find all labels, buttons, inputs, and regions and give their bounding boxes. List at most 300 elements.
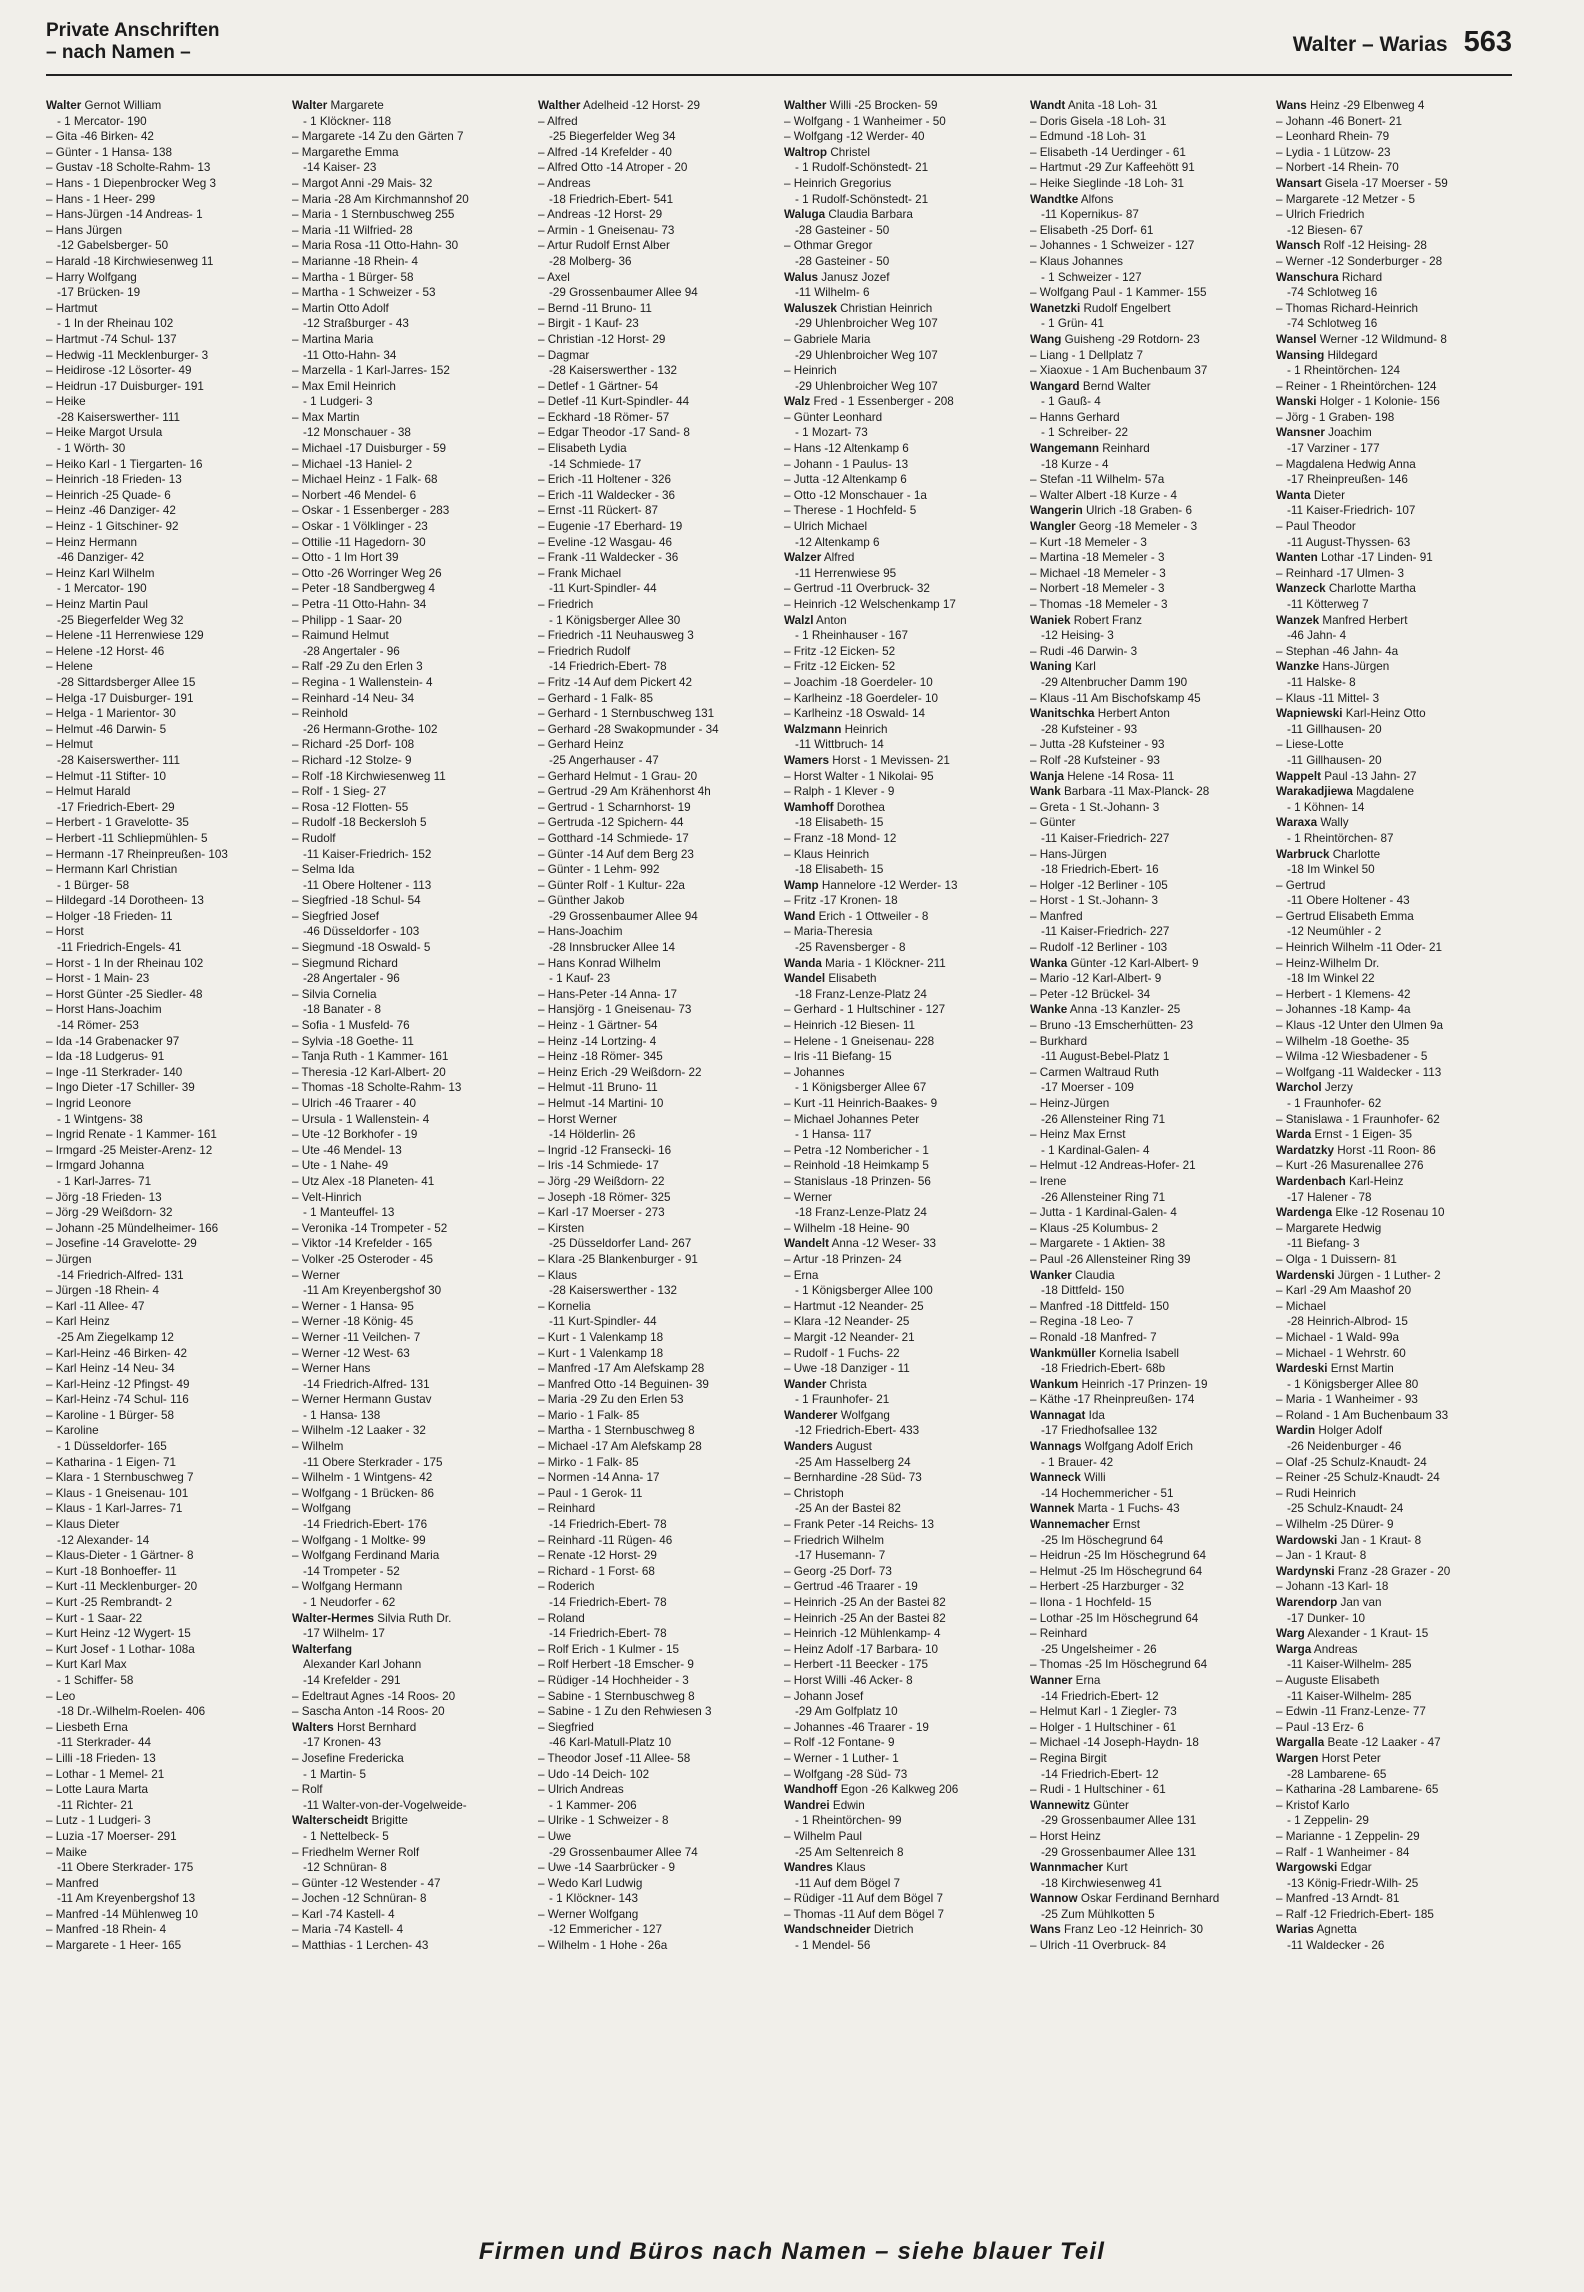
listing-entry — [46, 1096, 282, 1112]
listing-entry — [292, 332, 528, 348]
entry-text: – Ida -18 Ludgerus- 91 — [46, 1050, 165, 1064]
listing-entry — [538, 784, 774, 800]
listing-entry — [1030, 160, 1266, 176]
entry-text: – Oskar - 1 Völklinger - 23 — [292, 520, 428, 534]
entry-text: -11 Gillhausen- 20 — [1287, 722, 1382, 736]
surname: Wansch — [1276, 239, 1321, 253]
entry-text: -29 Uhlenbroicher Weg 107 — [795, 317, 938, 331]
listing-entry — [538, 644, 774, 660]
listing-entry — [46, 98, 282, 114]
entry-text: – Kurt -11 Heinrich-Baakes- 9 — [784, 1097, 938, 1110]
listing-entry — [1030, 1876, 1266, 1892]
listing-entry — [46, 1221, 282, 1237]
listing-entry — [538, 1049, 774, 1065]
listing-entry — [1030, 1143, 1266, 1159]
entry-text: -12 Monschauer - 38 — [303, 426, 411, 440]
entry-text: -12 Gabelsberger- 50 — [57, 239, 169, 253]
listing-entry — [46, 254, 282, 270]
entry-text: – Irmgard -25 Meister-Arenz- 12 — [46, 1143, 213, 1157]
entry-text: -25 Angerhauser - 47 — [549, 753, 659, 767]
listing-entry — [1030, 1049, 1266, 1065]
listing-entry — [1030, 581, 1266, 597]
listing-entry — [1030, 550, 1266, 566]
entry-text: – Thomas -25 Im Höschegrund 64 — [1030, 1658, 1208, 1672]
entry-text: – Irmgard Johanna — [46, 1159, 145, 1173]
listing-entry — [46, 145, 282, 161]
listing-entry — [46, 1065, 282, 1081]
entry-text: – Uwe -18 Danziger - 11 — [784, 1362, 910, 1376]
entry-text: – Otto -12 Monschauer - 1a — [784, 488, 927, 502]
entry-text: – Elisabeth -25 Dorf- 61 — [1030, 223, 1154, 237]
surname: Wandt — [1030, 99, 1066, 112]
entry-text: – Helmut -12 Andreas-Hofer- 21 — [1030, 1159, 1196, 1173]
listing-entry — [46, 363, 282, 379]
entry-text: – Karl Heinz -14 Neu- 34 — [46, 1362, 175, 1376]
entry-text: - 1 Neudorfer - 62 — [303, 1596, 396, 1609]
listing-entry — [1276, 285, 1512, 301]
listing-entry — [1030, 722, 1266, 738]
listing-entry — [784, 1002, 1020, 1018]
entry-text: -14 Friedrich-Alfred- 131 — [303, 1377, 430, 1391]
listing-entry — [538, 753, 774, 769]
entry-text: -11 Wilhelm- 6 — [795, 286, 870, 300]
listing-entry — [46, 815, 282, 831]
entry-text: – Rolf -12 Fontane- 9 — [784, 1736, 895, 1750]
entry-text: – Johann -25 Mündelheimer- 166 — [46, 1221, 219, 1235]
listing-entry — [538, 270, 774, 286]
listing-entry — [292, 519, 528, 535]
entry-text: Brigitte — [368, 1814, 408, 1828]
entry-text: -17 Dunker- 10 — [1287, 1611, 1365, 1625]
entry-text: – Marzella - 1 Karl-Jarres- 152 — [292, 364, 450, 378]
listing-entry — [1276, 1221, 1512, 1237]
listing-entry — [784, 316, 1020, 332]
surname: Waluga — [784, 208, 826, 222]
entry-text: – Reiner - 1 Rheintörchen- 124 — [1276, 379, 1437, 393]
listing-entry — [292, 379, 528, 395]
entry-text: Ida — [1085, 1408, 1105, 1422]
entry-text: – Horst Werner — [538, 1112, 618, 1126]
entry-text: -29 Uhlenbroicher Weg 107 — [795, 379, 938, 393]
listing-entry — [784, 1049, 1020, 1065]
entry-text: – Wilhelm -25 Dürer- 9 — [1276, 1518, 1394, 1532]
surname: Wandschneider — [784, 1923, 871, 1937]
entry-text: – Heinz Karl Wilhelm — [46, 566, 155, 580]
entry-text: -14 Friedrich-Ebert- 78 — [549, 1596, 667, 1609]
entry-text: – Liesbeth Erna — [46, 1720, 128, 1734]
listing-entry — [292, 644, 528, 660]
entry-text: – Hans-Peter -14 Anna- 17 — [538, 987, 678, 1001]
entry-text: – Martina Maria — [292, 332, 374, 346]
entry-text: – Regina -18 Leo- 7 — [1030, 1315, 1134, 1329]
entry-text: – Iris -14 Schmiede- 17 — [538, 1159, 659, 1173]
entry-text: - 1 Rheinhauser - 167 — [795, 629, 909, 643]
entry-text: – Helmut -11 Bruno- 11 — [538, 1081, 658, 1095]
listing-entry — [1276, 1876, 1512, 1892]
surname: Wanschura — [1276, 270, 1339, 284]
listing-entry — [292, 192, 528, 208]
listing-entry — [538, 800, 774, 816]
entry-text: -28 Angertaler - 96 — [303, 644, 400, 658]
entry-text: – Maria-Theresia — [784, 925, 873, 939]
listing-entry — [292, 1158, 528, 1174]
listing-entry — [1030, 223, 1266, 239]
listing-entry — [1030, 956, 1266, 972]
listing-entry — [1030, 192, 1266, 208]
listing-entry — [784, 1455, 1020, 1471]
entry-text: – Sylvia -18 Goethe- 11 — [292, 1034, 414, 1048]
listing-entry — [292, 1720, 528, 1736]
entry-text: -11 Friedrich-Engels- 41 — [57, 941, 182, 955]
entry-text: - 1 Düsseldorfer- 165 — [57, 1440, 167, 1454]
listing-entry — [538, 98, 774, 114]
entry-text: Kurt — [1102, 1861, 1128, 1875]
listing-entry — [1030, 1751, 1266, 1767]
listing-entry — [1030, 1673, 1266, 1689]
entry-text: – Werner -18 König- 45 — [292, 1315, 414, 1329]
listing-entry — [292, 1283, 528, 1299]
entry-text: – Kristof Karlo — [1276, 1798, 1350, 1812]
listing-entry — [784, 441, 1020, 457]
listing-entry — [292, 1907, 528, 1923]
listing-entry — [1030, 815, 1266, 831]
listing-entry — [1276, 847, 1512, 863]
entry-text: – Harry Wolfgang — [46, 270, 137, 284]
listing-entry — [538, 878, 774, 894]
listing-entry — [784, 737, 1020, 753]
entry-text: – Horst - 1 Main- 23 — [46, 972, 150, 986]
listing-entry — [292, 1595, 528, 1611]
listing-entry — [784, 831, 1020, 847]
entry-text: – Gertrud -29 Am Krähenhorst 4h — [538, 785, 711, 799]
listing-entry — [46, 1876, 282, 1892]
listing-entry — [1030, 1236, 1266, 1252]
listing-entry — [1030, 254, 1266, 270]
entry-text: -26 Allensteiner Ring 71 — [1041, 1112, 1166, 1126]
entry-text: – Matthias - 1 Lerchen- 43 — [292, 1939, 429, 1953]
listing-entry — [784, 1829, 1020, 1845]
listing-entry — [46, 706, 282, 722]
entry-text: – Maria Rosa -11 Otto-Hahn- 30 — [292, 239, 459, 253]
listing-entry — [1030, 1174, 1266, 1190]
listing-entry — [538, 1158, 774, 1174]
listing-entry — [538, 316, 774, 332]
entry-text: – Horst — [46, 925, 84, 939]
entry-text: -18 Elisabeth- 15 — [795, 816, 884, 830]
entry-text: – Klaus Heinrich — [784, 847, 870, 861]
entry-text: – Klaus -11 Mittel- 3 — [1276, 691, 1380, 705]
listing-entry — [46, 472, 282, 488]
listing-entry — [292, 1112, 528, 1128]
listing-entry — [292, 1314, 528, 1330]
listing-entry — [1030, 207, 1266, 223]
surname: Waraxa — [1276, 816, 1318, 830]
entry-text: – Michael Heinz - 1 Falk- 68 — [292, 473, 438, 487]
entry-text: Elisabeth — [825, 972, 877, 986]
entry-text: – Werner Wolfgang — [538, 1907, 639, 1921]
listing-entry — [46, 1829, 282, 1845]
listing-entry — [538, 971, 774, 987]
listing-entry — [538, 1096, 774, 1112]
listing-entry — [538, 862, 774, 878]
entry-text: -18 Elisabeth- 15 — [795, 863, 884, 877]
surname: Wannags — [1030, 1440, 1082, 1454]
entry-text: Maria - 1 Klöckner- 211 — [821, 956, 946, 970]
entry-text: -29 Grossenbaumer Allee 94 — [549, 909, 698, 923]
entry-text: – Siegmund -18 Oswald- 5 — [292, 941, 431, 955]
entry-text: -11 Kaiser-Friedrich- 107 — [1287, 504, 1416, 518]
listing-entry — [784, 1408, 1020, 1424]
entry-text: – Ottilie -11 Hagedorn- 30 — [292, 535, 426, 549]
entry-text: – Klara -12 Neander- 25 — [784, 1315, 910, 1329]
entry-text: – Stefan -11 Wilhelm- 57a — [1030, 473, 1165, 487]
entry-text: – Heinrich — [784, 364, 837, 378]
entry-text: – Hedwig -11 Mecklenburger- 3 — [46, 348, 209, 362]
entry-text: – Norbert -14 Rhein- 70 — [1276, 161, 1399, 175]
section-title — [46, 20, 220, 64]
listing-entry — [1276, 722, 1512, 738]
listing-entry — [46, 1533, 282, 1549]
entry-text: – Klara -25 Blankenburger - 91 — [538, 1252, 698, 1266]
listing-entry — [538, 1595, 774, 1611]
entry-text: – Johann -13 Karl- 18 — [1276, 1580, 1389, 1594]
surname: Warendorp — [1276, 1596, 1338, 1609]
entry-text: – Wedo Karl Ludwig — [538, 1876, 643, 1890]
entry-text: – Karlheinz -18 Oswald- 14 — [784, 707, 925, 721]
entry-text: – Ralf -12 Friedrich-Ebert- 185 — [1276, 1907, 1434, 1921]
surname: Wardenbach — [1276, 1174, 1346, 1188]
listing-entry — [538, 1845, 774, 1861]
listing-entry — [1030, 1034, 1266, 1050]
entry-text: – Ute - 1 Nahe- 49 — [292, 1159, 389, 1173]
entry-text: – Otto - 1 Im Hort 39 — [292, 551, 399, 565]
entry-text: – Luzia -17 Moerser- 291 — [46, 1829, 177, 1843]
listing-entry — [538, 1252, 774, 1268]
listing-entry — [46, 1501, 282, 1517]
entry-text: – Kurt - 1 Saar- 22 — [46, 1611, 143, 1625]
listing-entry — [292, 535, 528, 551]
entry-text: – Mario - 1 Falk- 85 — [538, 1408, 640, 1422]
listing-entry — [1276, 207, 1512, 223]
entry-text: – Paul -13 Erz- 6 — [1276, 1720, 1364, 1734]
entry-text: – Rudolf - 1 Fuchs- 22 — [784, 1346, 900, 1360]
entry-text: -18 Im Winkel 50 — [1287, 863, 1375, 877]
entry-text: – Josefine Fredericka — [292, 1751, 404, 1765]
listing-entry — [292, 348, 528, 364]
listing-entry — [46, 1938, 282, 1954]
listing-entry — [538, 457, 774, 473]
listing-entry — [538, 1299, 774, 1315]
entry-text: – Liese-Lotte — [1276, 738, 1344, 752]
entry-text: – Erich -11 Holtener - 326 — [538, 473, 671, 487]
entry-text: Margarete — [327, 99, 384, 112]
listing-entry — [1030, 457, 1266, 473]
entry-text: Alfred — [821, 551, 855, 565]
entry-text: – Friedrich — [538, 598, 594, 611]
entry-text: – Reiner -25 Schulz-Knaudt- 24 — [1276, 1471, 1440, 1485]
listing-entry — [1276, 769, 1512, 785]
listing-entry — [1276, 1829, 1512, 1845]
surname: Wanderer — [784, 1408, 838, 1422]
entry-text: -11 Halske- 8 — [1287, 675, 1356, 689]
entry-text: – Reinhard -11 Rügen- 46 — [538, 1533, 673, 1547]
entry-text: – Olaf -25 Schulz-Knaudt- 24 — [1276, 1455, 1427, 1469]
listing-entry — [292, 862, 528, 878]
entry-text: – Gertrud — [1276, 878, 1326, 892]
entry-text: Günter — [1089, 1798, 1129, 1812]
listing-entry — [292, 1065, 528, 1081]
entry-text: – Manfred -17 Am Alefskamp 28 — [538, 1362, 705, 1376]
listing-entry — [46, 1657, 282, 1673]
entry-text: – Elisabeth Lydia — [538, 442, 627, 456]
listing-entry — [784, 628, 1020, 644]
listing-entry — [292, 488, 528, 504]
listing-entry — [1276, 98, 1512, 114]
listing-entry — [292, 550, 528, 566]
entry-text: – Martina -18 Memeler - 3 — [1030, 551, 1165, 565]
entry-text: – Sabine - 1 Zu den Rehwiesen 3 — [538, 1705, 712, 1719]
entry-text: – Gustav -18 Scholte-Rahm- 13 — [46, 161, 211, 175]
listing-entry — [784, 1143, 1020, 1159]
entry-text: – Wilhelm -18 Heine- 90 — [784, 1221, 910, 1235]
entry-text: - 1 Köhnen- 14 — [1287, 800, 1365, 814]
listing-entry — [538, 1455, 774, 1471]
entry-text: – Maria -74 Kastell- 4 — [292, 1923, 404, 1937]
entry-text: -26 Allensteiner Ring 71 — [1041, 1190, 1166, 1204]
entry-text: – Renate -12 Horst- 29 — [538, 1549, 657, 1563]
listing-entry — [1276, 1205, 1512, 1221]
listing-entry — [292, 940, 528, 956]
listing-entry — [538, 1501, 774, 1517]
listing-entry — [538, 1439, 774, 1455]
entry-text: – Hans-Jürgen — [1030, 847, 1107, 861]
entry-text: -25 Schulz-Knaudt- 24 — [1287, 1502, 1404, 1516]
listing-entry — [1276, 1377, 1512, 1393]
entry-text: -25 Am Ziegelkamp 12 — [57, 1330, 174, 1344]
entry-text: - 1 Bürger- 58 — [57, 878, 130, 892]
listing-entry — [1276, 379, 1512, 395]
entry-text: -14 Friedrich-Ebert- 78 — [549, 1627, 667, 1641]
entry-text: – Ulrich -46 Traarer - 40 — [292, 1097, 417, 1110]
listing-entry — [784, 1361, 1020, 1377]
entry-text: – Gerhard Heinz — [538, 738, 624, 752]
listing-entry — [292, 1611, 528, 1627]
entry-text: – Klaus Dieter — [46, 1518, 120, 1532]
entry-text: Rudolf Engelbert — [1080, 301, 1171, 315]
entry-text: -14 Krefelder - 291 — [303, 1673, 401, 1687]
entry-text: -14 Friedrich-Alfred- 131 — [57, 1268, 184, 1282]
entry-text: – Michael — [1276, 1299, 1327, 1313]
entry-text: – Wilhelm - 1 Wintgens- 42 — [292, 1471, 433, 1485]
listing-entry — [538, 441, 774, 457]
listing-entry — [784, 145, 1020, 161]
listing-entry — [1030, 379, 1266, 395]
entry-text: – Manfred Otto -14 Beguinen- 39 — [538, 1377, 709, 1391]
listing-entry — [292, 207, 528, 223]
listing-entry — [538, 1236, 774, 1252]
entry-text: Alfons — [1078, 192, 1114, 206]
listing-entry — [538, 1579, 774, 1595]
entry-text: -17 Kronen- 43 — [303, 1736, 381, 1750]
listing-entry — [1030, 1330, 1266, 1346]
listing-entry — [46, 1423, 282, 1439]
surname: Wanitschka — [1030, 707, 1095, 721]
listing-entry — [46, 207, 282, 223]
surname: Wans — [1276, 99, 1307, 112]
name-range: Walter – Warias — [1292, 33, 1448, 56]
listing-entry — [784, 1127, 1020, 1143]
listing-entry — [784, 1938, 1020, 1954]
listing-entry — [1276, 1579, 1512, 1595]
entry-text: – Wilhelm -18 Goethe- 35 — [1276, 1034, 1410, 1048]
entry-text: – Margarete -14 Zu den Gärten 7 — [292, 130, 464, 144]
listing-entry — [1276, 1314, 1512, 1330]
listing-entry — [784, 1860, 1020, 1876]
listing-entry — [292, 145, 528, 161]
listing-entry — [1030, 893, 1266, 909]
listing-entry — [784, 1439, 1020, 1455]
entry-text: – Klara - 1 Sternbuschweg 7 — [46, 1471, 194, 1485]
entry-text: -25 Am Seltenreich 8 — [795, 1845, 904, 1859]
listing-entry — [1276, 550, 1512, 566]
entry-text: – Peter -12 Brückel- 34 — [1030, 987, 1151, 1001]
entry-text: – Ulrich Andreas — [538, 1783, 624, 1797]
entry-text: – Paul -26 Allensteiner Ring 39 — [1030, 1252, 1191, 1266]
listing-entry — [1030, 425, 1266, 441]
listing-entry — [1276, 1190, 1512, 1206]
entry-text: - 1 Mercator- 190 — [57, 582, 147, 596]
entry-text: – Siegfried Josef — [292, 909, 380, 923]
listing-entry — [538, 628, 774, 644]
entry-text: -25 An der Bastei 82 — [795, 1502, 901, 1516]
listing-entry — [1276, 1782, 1512, 1798]
entry-text: -18 Kirchwiesenweg 41 — [1041, 1876, 1162, 1890]
listing-entry — [292, 1236, 528, 1252]
listing-entry — [292, 675, 528, 691]
surname: Wamp — [784, 878, 819, 892]
listing-entry — [1030, 488, 1266, 504]
entry-text: -11 Kaiser-Wilhelm- 285 — [1287, 1658, 1412, 1672]
listing-entry — [784, 223, 1020, 239]
entry-text: – Richard -25 Dorf- 108 — [292, 738, 415, 752]
surname: Walzer — [784, 551, 822, 565]
entry-text: – Kurt - 1 Valenkamp 18 — [538, 1346, 664, 1360]
listing-entry — [46, 613, 282, 629]
entry-text: – Maria -29 Zu den Erlen 53 — [538, 1393, 684, 1407]
listing-entry — [1030, 145, 1266, 161]
entry-text: – Frank -11 Waldecker - 36 — [538, 551, 679, 565]
entry-text: – Artur Rudolf Ernst Alber — [538, 239, 670, 253]
listing-entry — [46, 1018, 282, 1034]
entry-text: – Wolfgang Paul - 1 Kammer- 155 — [1030, 286, 1207, 300]
entry-text: – Holger -18 Frieden- 11 — [46, 909, 173, 923]
listing-entry — [292, 98, 528, 114]
directory-column — [292, 98, 528, 2228]
entry-text: – Sofia - 1 Musfeld- 76 — [292, 1019, 410, 1033]
entry-text: Marta - 1 Fuchs- 43 — [1074, 1502, 1180, 1516]
listing-entry — [1276, 394, 1512, 410]
surname: Wanka — [1030, 956, 1068, 970]
entry-text: – Kurt -11 Mecklenburger- 20 — [46, 1580, 198, 1594]
entry-text: - 1 Königsberger Allee 80 — [1287, 1377, 1419, 1391]
entry-text: – Heinz Max Ernst — [1030, 1128, 1126, 1142]
entry-text: – Heike — [46, 395, 86, 409]
listing-entry — [1276, 1501, 1512, 1517]
entry-text: – Manfred -18 Dittfeld- 150 — [1030, 1299, 1170, 1313]
listing-entry — [1030, 472, 1266, 488]
entry-text: – Marianne -18 Rhein- 4 — [292, 254, 419, 268]
surname: Wanzek — [1276, 613, 1320, 627]
